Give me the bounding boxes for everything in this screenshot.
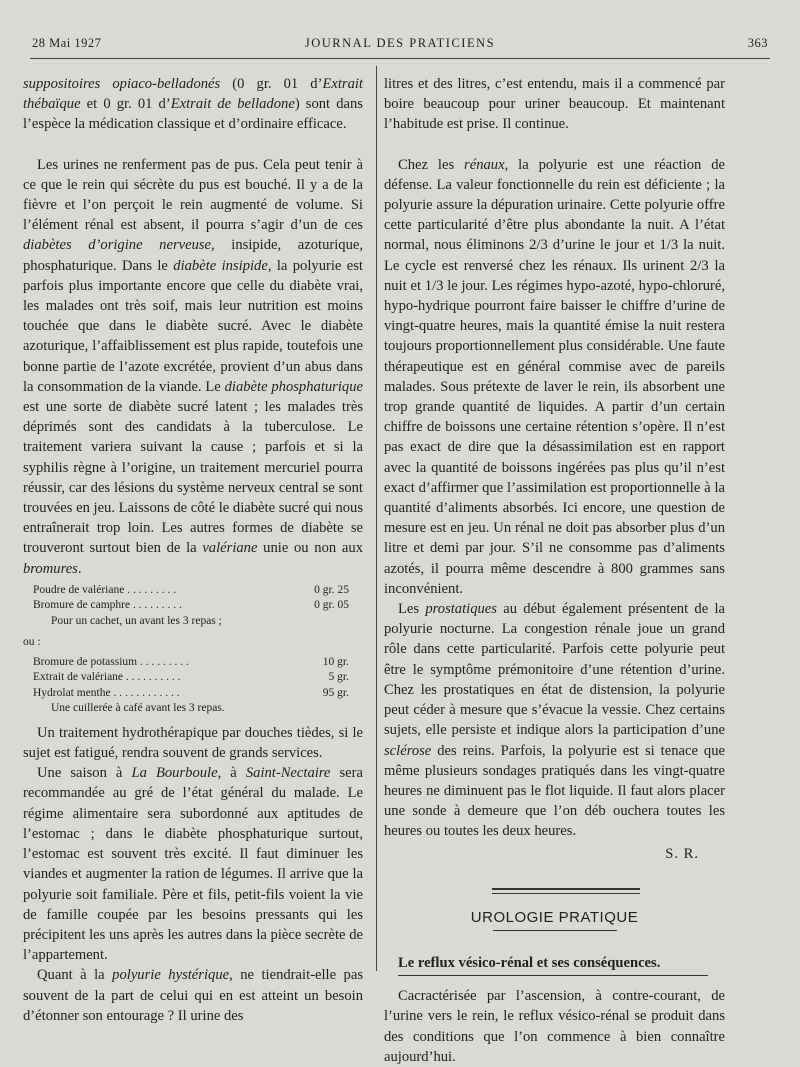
article-heading-underline	[398, 975, 708, 976]
text-run: , la polyurie est parfois plus importante encore que celle du diabète vrai, les malades ont très soif, mais leur nutrition est moins touchée que dans le diabète sucré. Avec le diabète azoturique, l’affaiblissement est plus rapide, toutefois une bonne partie de l’azote excrétée, provient d’un abus dans la consommation de la viande. Le	[23, 257, 363, 395]
ingredient-name: Bromure de camphre . . . . . . . . .	[33, 599, 182, 612]
text-run: Une saison à	[37, 765, 132, 782]
ingredient-quantity: 0 gr. 25	[314, 583, 349, 596]
paragraph	[384, 155, 725, 599]
text-run: litres et des litres, c’est entendu, mais il a commencé par boire beaucoup pour uriner beaucoup. Et maintenant l’habitude est prise. Il continue.	[384, 76, 725, 133]
ingredient-name: Bromure de potassium . . . . . . . . .	[33, 655, 189, 668]
left-column	[23, 74, 363, 1026]
paragraph	[23, 723, 363, 763]
paragraph	[384, 74, 725, 135]
alternative-label: ou :	[23, 636, 41, 649]
text-run: (0 gr. 01 d’	[220, 76, 323, 92]
paragraph	[384, 986, 725, 1067]
text-run: ) sont dans l’espèce la médication classique et d’ordinaire efficace.	[23, 96, 363, 133]
text-run: sera recommandée au gré de l’état général du malade. Le régime alimentaire sera subordonné aux aptitudes de l’estomac ; dans le diabète phosphaturique surtout, l’estomac est souvent très excité. Il faut diminuer les viandes et augmenter la ration de légumes. Il arrive que la polyurie soit familiale. Père et fils, petit-fils voient la vie de famille coupée par les besoins pressants qui les précipitent les uns après les autres dans la pièce secrète de l’appartement.	[23, 765, 363, 964]
text-run: , insipide, azoturique, phosphaturique. Dans le	[23, 237, 363, 274]
text-run: des reins. Parfois, la polyurie est si tenace que même plusieurs sondages pratiqués dans les vingt-quatre heures ne diminuent pas le flot liquide. Il faut alors placer une sonde à demeure que l’on déb ouchera toutes les heures ou toutes les deux heures.	[384, 742, 725, 840]
ingredient-name: Poudre de valériane . . . . . . . . .	[33, 583, 177, 596]
text-run: Chez les	[398, 156, 465, 173]
text-run: Quant à la	[37, 967, 113, 984]
text-run: est une sorte de diabète sucré latent ; les malades très déprimés sont des candidats à la tuberculose. Le traitement variera suivant la cause ; parfois et si la syphilis règne à l’origine, un traitement mercuriel pourra réussir, car des lésions du système nerveux central se sont trouvées en jeu. Laissons de côté le diabète sucré qui nous entraînerait trop loin. Les autres formes de diabète se trouveront surtout bien de la	[23, 399, 364, 557]
header-rule	[30, 58, 770, 59]
ingredient-quantity: 10 gr.	[322, 655, 349, 668]
ingredient-name: Extrait de valériane . . . . . . . . . .	[33, 671, 181, 684]
italic-term: bromures	[23, 560, 78, 577]
text-run: , à	[217, 765, 246, 782]
italic-term: polyurie hystérique	[112, 967, 230, 984]
author-signature: S. R.	[665, 845, 699, 862]
prescription-row	[33, 583, 363, 599]
italic-term: Saint-Nectaire	[245, 765, 331, 782]
italic-term: valériane	[202, 540, 258, 557]
ingredient-quantity: 0 gr. 05	[314, 599, 349, 612]
italic-term: rénaux	[464, 156, 505, 173]
italic-term: Extrait de belladone	[170, 96, 295, 113]
italic-term: diabète insipide	[173, 257, 268, 274]
text-run: .	[77, 560, 82, 577]
running-header	[32, 36, 768, 54]
journal-title: JOURNAL DES PRATICIENS	[304, 36, 496, 50]
paragraph	[23, 74, 363, 135]
prescription-rows	[33, 583, 363, 614]
section-title: UROLOGIE PRATIQUE	[470, 908, 639, 926]
text-run: , la polyurie est une réaction de défense. La valeur fonctionnelle du rein est déficiente ; la polyurie assure la dépuration urinaire. Cette polyurie offre cette particularité d’être plus abondante la nuit. A l’état normal, nous éliminons 2/3 d’urine le jour et 1/3 la nuit. Le cycle est renversé chez les rénaux. Ils urinent 2/3 la nuit et 1/3 le jour. Les régimes hypo-azoté, hypo-chloruré, hypo-hydrique pourront faire baisser le chiffre d’urine de vingt-quatre heures, mais la quantité émise la nuit restera toujours proportionnellement plus considérable. Une faute thérapeutique est en général commise avec de pareils malades. Sous prétexte de laver le rein, ils absorbent une trop grande quantité de liquides. A partir d’un certain chiffre de boissons une certaine rétention s’opère. Il n’est pas exact de dire que la désassimilation est en rapport avec la quantité de boissons ingérées pas plus qu’il n’est exact d’affirmer que l’assimilation est proportionnelle à la quantité d’aliments absorbés. Ici encore, une question de mesure est en jeu. Un rénal ne doit pas absorber plus d’un litre et demi par jour. S’il ne consomme pas d’aliments azotés, il pourra même descendre à 800 grammes sans inconvénient.	[384, 156, 725, 597]
paragraph	[23, 155, 363, 579]
text-run: au début également présentent de la polyurie nocturne. La congestion rénale joue un grand rôle dans cette particularité. Parfois cette polyurie peut être le symptôme prémonitoire d’une rétention d’urine. Chez les prostatiques en état de distension, la polyurie peut céder à mesure que s’évacue la vessie. Chez certains sujets, elle persiste et indique alors la participation d’une	[384, 601, 725, 739]
prescription-row	[33, 655, 363, 671]
ingredient-quantity: 5 gr.	[328, 671, 349, 684]
header-date: 28 Mai 1927	[32, 36, 102, 50]
ingredient-name: Hydrolat menthe . . . . . . . . . . . .	[33, 686, 180, 699]
text-run: Cacractérisée par l’ascension, à contre-courant, de l’urine vers le rein, le reflux vésico-rénal se produit dans des conditions que l’on commence à bien connaître aujourd’hui.	[384, 988, 725, 1065]
prescription-row	[33, 670, 363, 686]
text-run: Un traitement hydrothérapique par douches tièdes, si le sujet est fatigué, rendra souvent de grands services.	[23, 724, 363, 762]
prescription-instruction: Une cuillerée à café avant les 3 repas.	[51, 702, 225, 715]
paragraph	[384, 599, 725, 841]
prescription-rows	[33, 655, 363, 702]
italic-term: diabètes d’origine nerveuse	[23, 237, 212, 254]
right-column	[384, 74, 725, 1067]
prescription-1	[23, 583, 363, 717]
text-run: et 0 gr. 01 d’	[80, 96, 171, 113]
italic-term: diabète phosphaturique	[224, 378, 363, 395]
text-run: unie ou non aux	[257, 540, 363, 557]
italic-term: Extrait thébaïque	[23, 76, 363, 113]
paragraph	[23, 965, 363, 1026]
page-number: 363	[747, 36, 768, 50]
prescription-row	[33, 686, 363, 702]
paragraph	[23, 763, 363, 965]
text-run: , ne tiendrait-elle pas souvent de la part de celui qui en est atteint un besoin d’étonner son entourage ? Il urine des	[23, 967, 364, 1024]
italic-term: suppositoires opiaco-belladonés	[23, 76, 221, 92]
section-separator	[492, 893, 640, 894]
prescription-row	[33, 598, 363, 614]
text-run: Les	[398, 601, 426, 618]
ingredient-quantity: 95 gr.	[322, 686, 349, 699]
article-heading: Le reflux vésico-rénal et ses conséquences.	[398, 954, 661, 971]
italic-term: La Bourboule	[131, 765, 218, 782]
text-run: Les urines ne renferment pas de pus. Cela peut tenir à ce que le rein qui sécrète du pus est bouché. Il y a de la fièvre et l’on perçoit le rein augmenté de volume. Si l’élément rénal est absent, il pourra s’agir d’un de ces	[23, 156, 363, 234]
italic-term: sclérose	[384, 742, 432, 759]
column-divider	[376, 66, 377, 971]
italic-term: prostatiques	[425, 601, 497, 618]
section-title-underline	[493, 930, 617, 931]
section-separator	[492, 888, 640, 890]
prescription-instruction: Pour un cachet, un avant les 3 repas ;	[51, 614, 222, 627]
